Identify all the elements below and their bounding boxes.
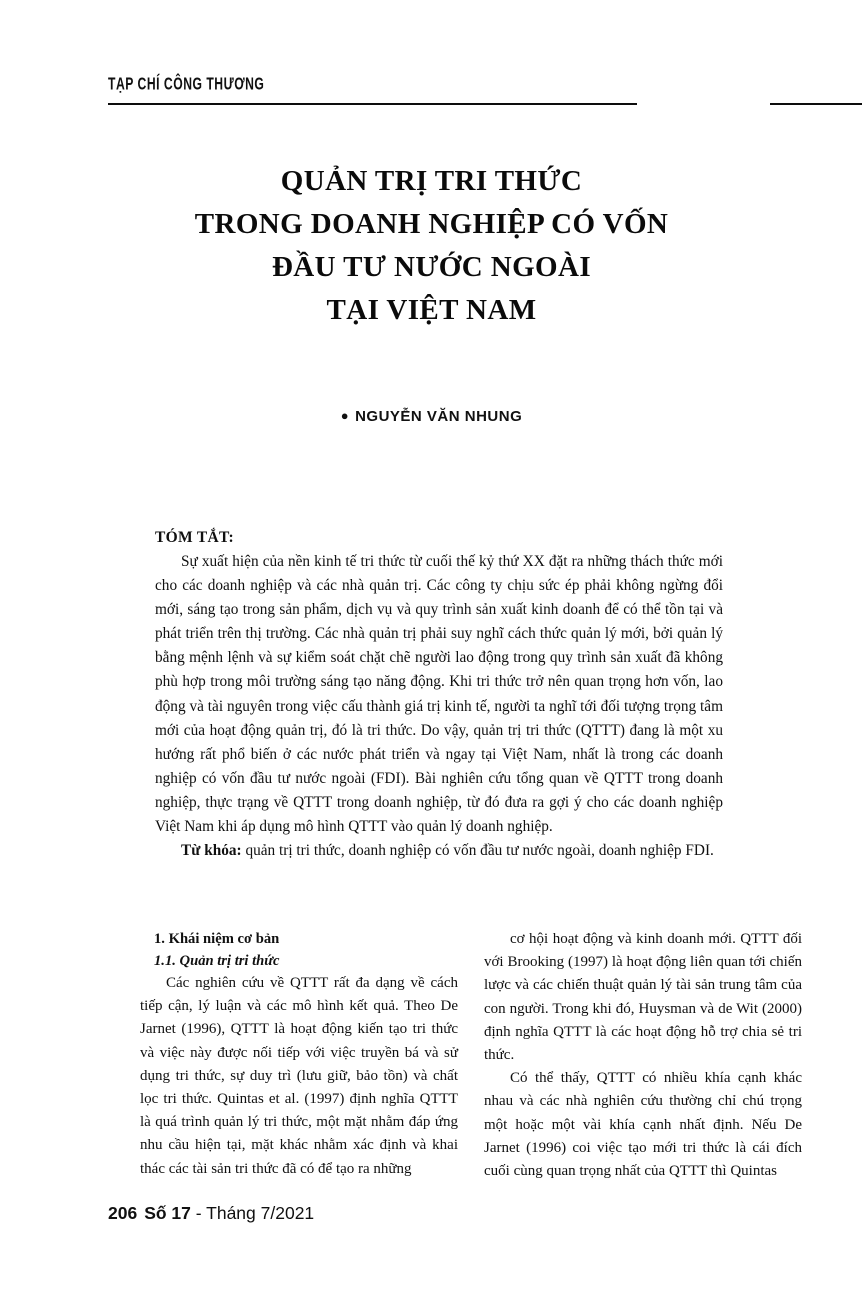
header-rule-right (770, 103, 862, 105)
page-footer (108, 1203, 314, 1224)
header-rule-left (108, 103, 637, 105)
keywords-label: Từ khóa: (181, 842, 242, 860)
footer-date: - Tháng 7/2021 (195, 1203, 315, 1223)
bullet-icon: ● (340, 408, 350, 423)
footer-page-number: 206 (108, 1203, 138, 1223)
title-line-4: TẠI VIỆT NAM (326, 294, 537, 326)
abstract-heading: TÓM TẮT: (155, 529, 234, 546)
keywords-line (155, 839, 723, 863)
page-title (0, 160, 863, 332)
title-line-2: TRONG DOANH NGHIỆP CÓ VỐN (194, 208, 669, 240)
body-column-right (484, 928, 802, 1183)
title-line-3: ĐẦU TƯ NƯỚC NGOÀI (271, 251, 592, 283)
subsection-heading-1-1: 1.1. Quản trị tri thức (154, 953, 280, 969)
paragraph: Có thể thấy, QTTT có nhiều khía cạnh khác nhau và các nhà nghiên cứu thường chỉ chú trọng một hoặc một vài khía cạnh nhất định. Nếu De Jarnet (1996) coi việc tạo mới tri thức là cái đích cuối cùng quan trọng nhất của QTTT thì Quintas (484, 1070, 802, 1180)
masthead-title: TẠP CHÍ CÔNG THƯƠNG (108, 75, 265, 94)
abstract-section (155, 527, 723, 863)
body-column-left (140, 928, 458, 1181)
author-name: NGUYỄN VĂN NHUNG (355, 408, 523, 425)
section-heading-1: 1. Khái niệm cơ bản (154, 931, 280, 947)
author-byline (0, 408, 863, 425)
paragraph: Các nghiên cứu về QTTT rất đa dạng về cách tiếp cận, lý luận và các mô hình kết quả. Theo De Jarnet (1996), QTTT là hoạt động kiến tạo tri thức và việc này được nối tiếp với việc truyền bá và sử dụng tri thức, sự duy trì (lưu giữ, bảo tồn) và chất lọc tri thức. Quintas et al. (1997) định nghĩa QTTT là quá trình quản lý tri thức, một mặt nhằm đáp ứng nhu cầu hiện tại, mặt khác nhằm xác định và khai thác các tài sản tri thức đã có để tạo ra những (140, 975, 458, 1177)
title-line-1: QUẢN TRỊ TRI THỨC (280, 165, 583, 197)
abstract-body: Sự xuất hiện của nền kinh tế tri thức từ cuối thế kỷ thứ XX đặt ra những thách thức mới cho các doanh nghiệp và các nhà quản trị. Các công ty chịu sức ép phải không ngừng đổi mới, sáng tạo trong sản phẩm, dịch vụ và quy trình sản xuất kinh doanh để có thể tồn tại và phát triển trên thị trường. Các nhà quản trị phải suy nghĩ cách thức quản lý mới, bởi quản lý bằng mệnh lệnh và sự kiểm soát chặt chẽ người lao động trong quy trình sản xuất đã không phù hợp trong môi trường sáng tạo năng động. Khi tri thức trở nên quan trọng hơn vốn, lao động và tài nguyên trong việc cấu thành giá trị kinh tế, người ta nghĩ tới đối tượng trọng tâm mới của hoạt động quản trị, đó là tri thức. Do vậy, quản trị tri thức (QTTT) đang là một xu hướng rất phổ biến ở các nước phát triển và ngay tại Việt Nam, nhất là trong các doanh nghiệp có vốn đầu tư nước ngoài (FDI). Bài nghiên cứu tổng quan về QTTT trong doanh nghiệp, thực trạng về QTTT trong doanh nghiệp, từ đó đưa ra gợi ý cho các doanh nghiệp Việt Nam khi áp dụng mô hình QTTT vào quản lý doanh nghiệp. (155, 553, 723, 836)
keywords-value: quản trị tri thức, doanh nghiệp có vốn đầu tư nước ngoài, doanh nghiệp FDI. (241, 842, 714, 860)
paragraph: cơ hội hoạt động và kinh doanh mới. QTTT đối với Brooking (1997) là hoạt động liên quan tới chiến lược và các chiến thuật quản lý tài sản trung tâm của con người. Trong khi đó, Huysman và de Wit (2000) định nghĩa QTTT là các hoạt động hỗ trợ chia sẻ tri thức. (484, 931, 802, 1064)
footer-issue: Số 17 (144, 1203, 191, 1223)
masthead (108, 75, 648, 94)
